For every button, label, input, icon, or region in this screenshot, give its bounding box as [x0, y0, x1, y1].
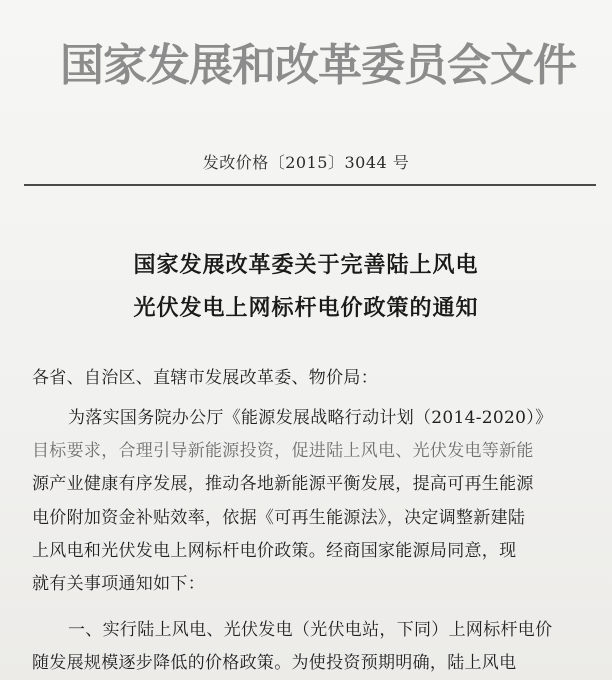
issuing-authority-header: 国家发展和改革委员会文件 [60, 40, 576, 91]
paragraph-1-line: 为落实国务院办公厅《能源发展战略行动计划（2014-2020）》 [68, 408, 553, 428]
paragraph-1-line: 源产业健康有序发展，推动各地新能源平衡发展，提高可再生能源 [32, 474, 534, 494]
paragraph-1-line: 就有关事项通知如下： [32, 574, 205, 594]
salutation: 各省、自治区、直辖市发展改革委、物价局： [32, 368, 378, 388]
paragraph-2-line: 一、实行陆上风电、光伏发电（光伏电站，下同）上网标杆电价 [68, 620, 553, 640]
paragraph-1-line: 上风电和光伏发电上网标杆电价政策。经商国家能源局同意，现 [32, 541, 517, 561]
document-number: 发改价格〔2015〕3044 号 [202, 153, 410, 172]
paragraph-1-line: 电价附加资金补贴效率，依据《可再生能源法》，决定调整新建陆 [32, 508, 526, 528]
document-title-line-1: 国家发展改革委关于完善陆上风电 [133, 253, 479, 278]
paragraph-2-line: 随发展规模逐步降低的价格政策。为使投资预期明确，陆上风电 [32, 653, 517, 673]
header-divider-line [24, 184, 596, 186]
document-title-line-2: 光伏发电上网标杆电价政策的通知 [133, 296, 479, 321]
paragraph-1-line: 目标要求，合理引导新能源投资，促进陆上风电、光伏发电等新能 [32, 441, 534, 461]
